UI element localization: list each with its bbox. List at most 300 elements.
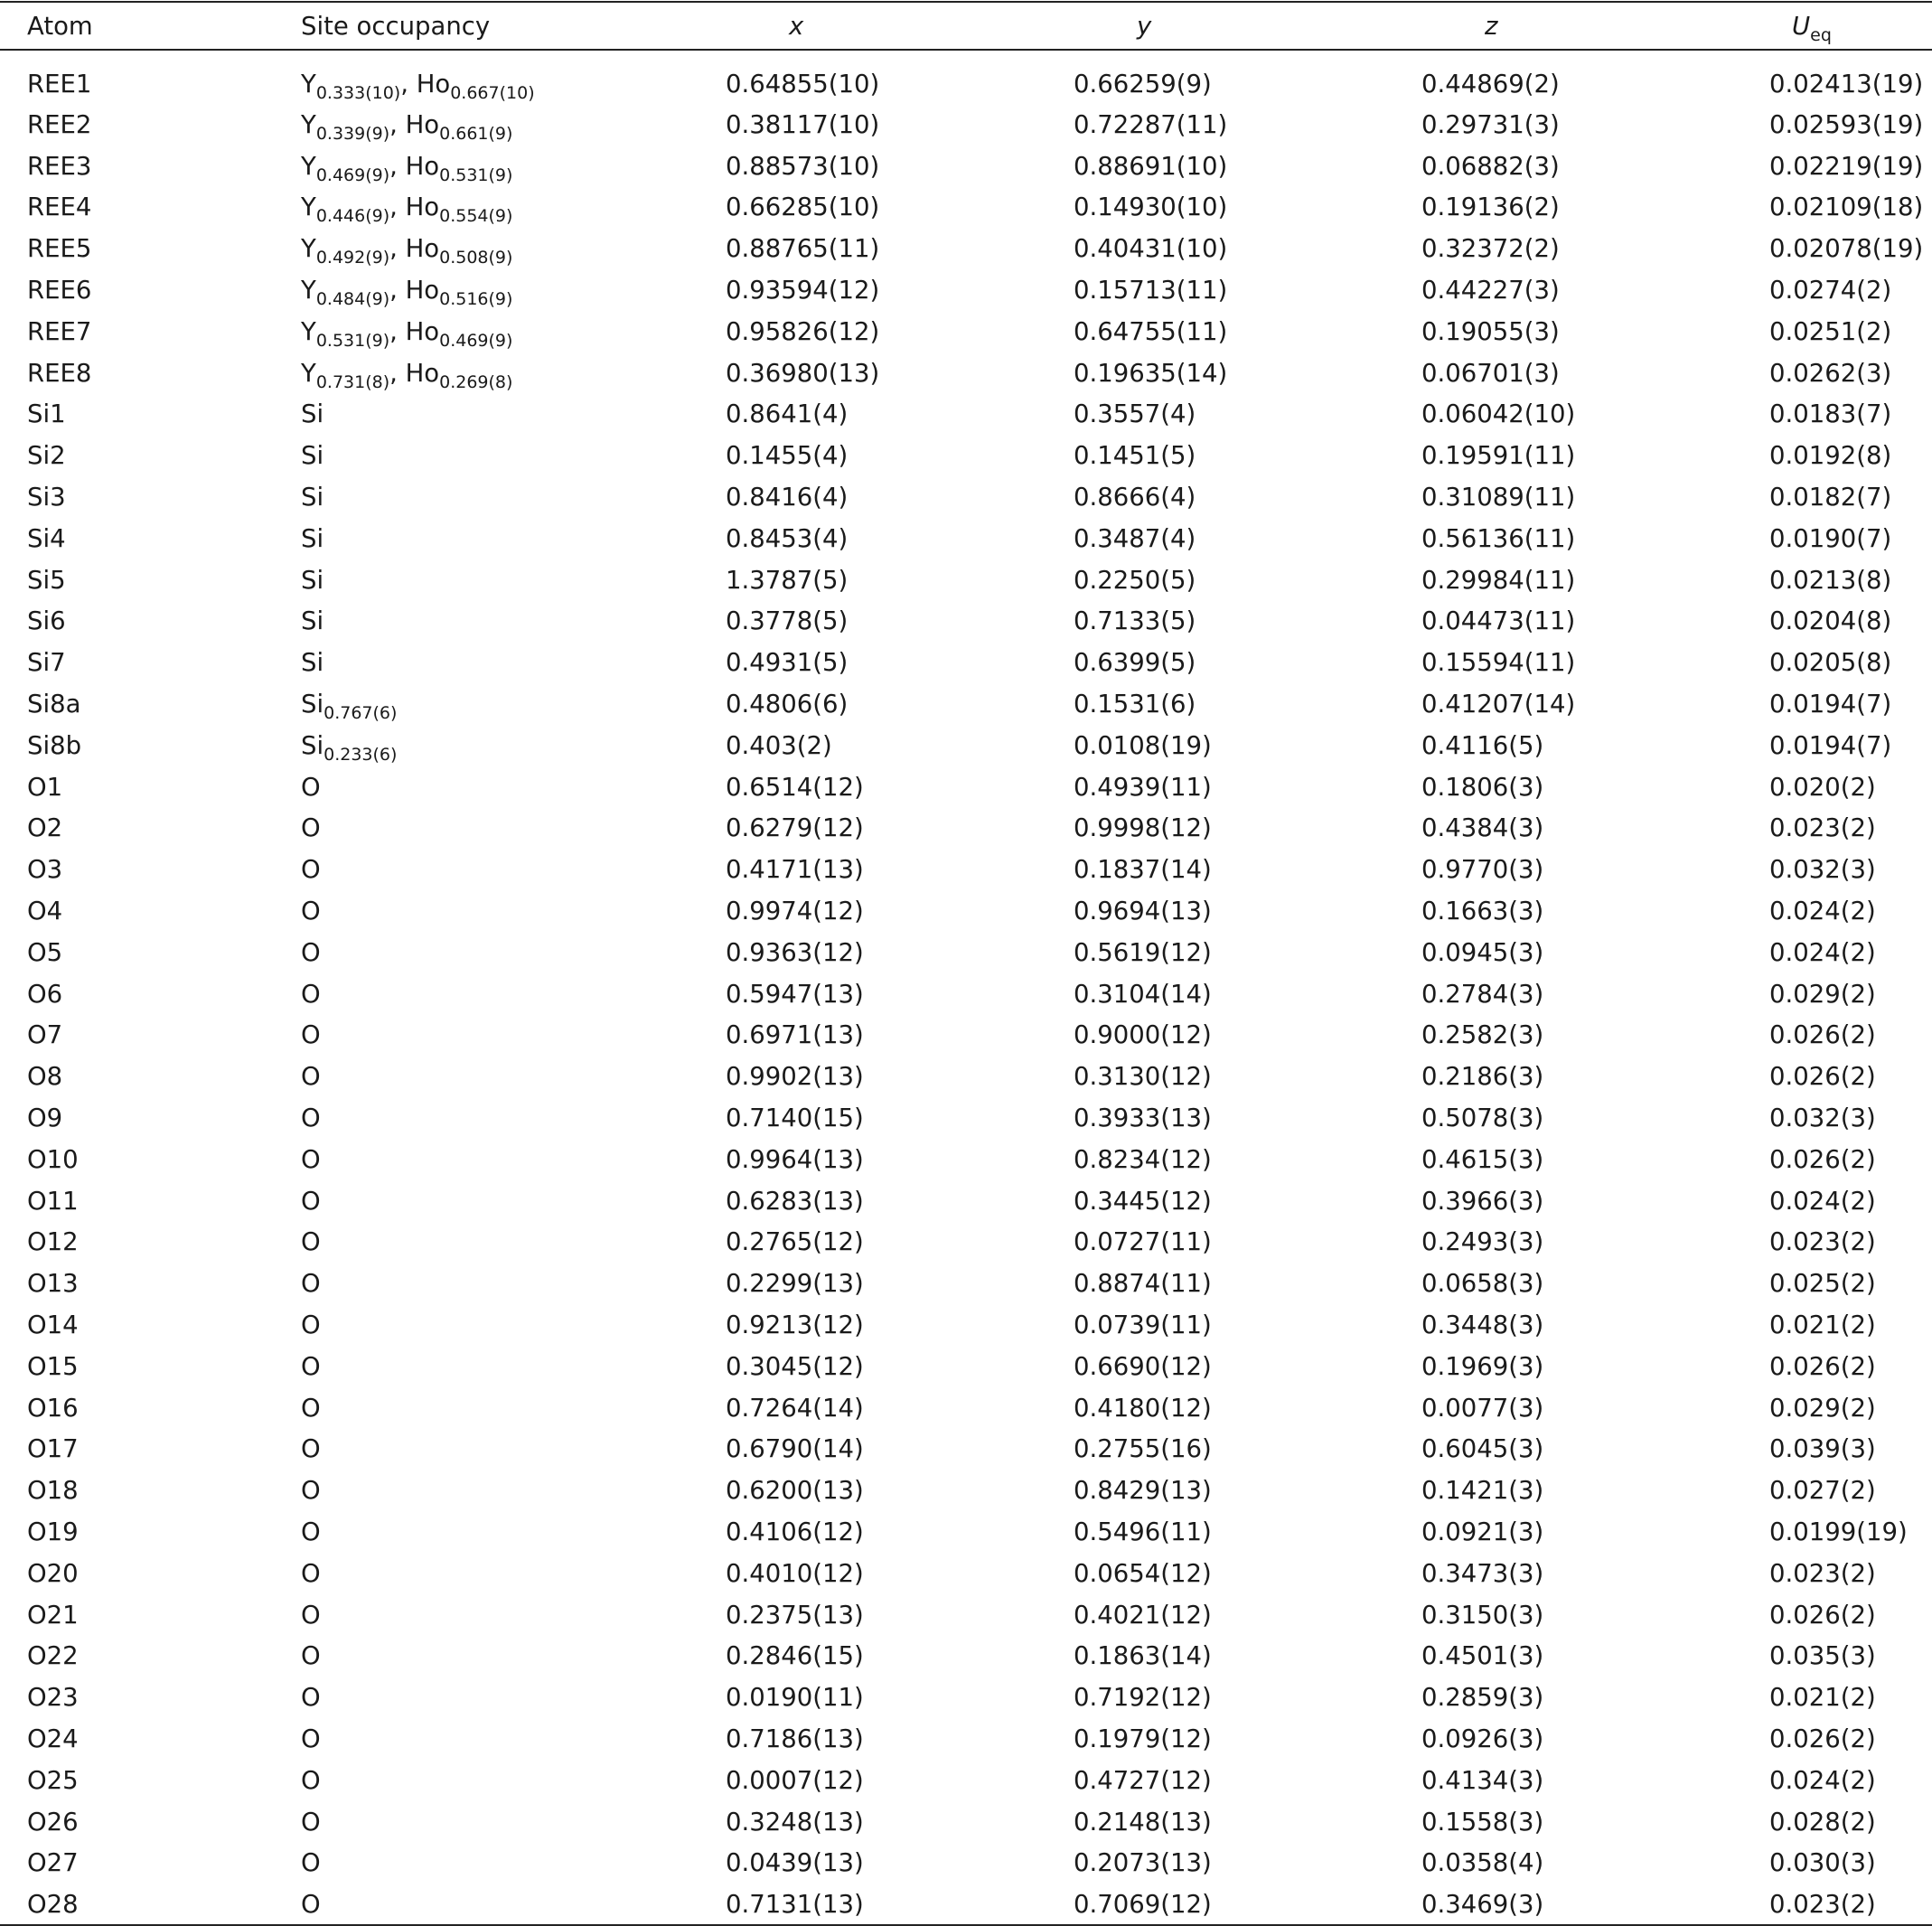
occupancy-fraction: 0.339(9) (315, 123, 390, 144)
atom-cell: O25 (27, 1765, 79, 1795)
y-coordinate-cell: 0.2148(13) (1074, 1807, 1212, 1837)
x-coordinate-cell: 0.0007(12) (726, 1765, 864, 1795)
occupancy-element: Si (301, 399, 324, 429)
occupancy-element: Ho (405, 151, 440, 181)
ueq-cell: 0.023(2) (1769, 1558, 1876, 1588)
ueq-cell: 0.029(2) (1769, 1393, 1876, 1423)
atom-cell: O3 (27, 855, 63, 885)
occupancy-element: Y (301, 276, 316, 305)
x-coordinate-cell: 0.66285(10) (726, 193, 880, 222)
z-coordinate-cell: 0.04473(11) (1421, 606, 1576, 636)
atom-cell: Si7 (27, 648, 66, 678)
occupancy-element: Y (301, 151, 316, 181)
x-coordinate-cell: 0.1455(4) (726, 441, 849, 471)
table-row (0, 394, 1932, 436)
occupancy-element: O (301, 772, 321, 802)
x-coordinate-cell: 0.403(2) (726, 730, 832, 760)
table-row (0, 973, 1932, 1015)
x-coordinate-cell: 0.2299(13) (726, 1269, 864, 1299)
table-row (0, 1139, 1932, 1180)
x-coordinate-cell: 0.93594(12) (726, 276, 880, 305)
table-row (0, 890, 1932, 932)
z-coordinate-cell: 0.2186(3) (1421, 1062, 1544, 1092)
occupancy-element: O (301, 1889, 321, 1919)
table-row (0, 1553, 1932, 1594)
header-ueq-subscript: eq (1810, 24, 1832, 45)
occupancy-element: O (301, 855, 321, 885)
table-header (0, 2, 1932, 50)
table-row (0, 1346, 1932, 1387)
ueq-cell: 0.032(3) (1769, 1104, 1876, 1133)
ueq-cell: 0.0205(8) (1769, 648, 1892, 678)
x-coordinate-cell: 0.64855(10) (726, 69, 880, 99)
y-coordinate-cell: 0.3445(12) (1074, 1186, 1212, 1216)
occupancy-element: O (301, 1351, 321, 1381)
table-row (0, 1387, 1932, 1429)
ueq-cell: 0.027(2) (1769, 1476, 1876, 1506)
z-coordinate-cell: 0.1663(3) (1421, 897, 1544, 926)
x-coordinate-cell: 0.6790(14) (726, 1434, 864, 1464)
ueq-cell: 0.023(2) (1769, 1884, 1932, 1925)
atom-cell: REE6 (27, 276, 92, 305)
occupancy-element: Si (301, 648, 324, 678)
y-coordinate-cell: 0.88691(10) (1074, 151, 1228, 181)
ueq-cell: 0.02078(19) (1769, 234, 1924, 264)
ueq-cell: 0.0251(2) (1769, 316, 1892, 346)
atom-cell: O20 (27, 1558, 79, 1588)
atom-cell: O5 (27, 937, 63, 967)
y-coordinate-cell: 0.72287(11) (1074, 109, 1228, 139)
atom-cell: O10 (27, 1144, 79, 1174)
table-row (0, 1677, 1932, 1718)
y-coordinate-cell: 0.3933(13) (1074, 1104, 1212, 1133)
z-coordinate-cell: 0.0921(3) (1421, 1517, 1544, 1546)
atom-cell: O13 (27, 1269, 79, 1299)
x-coordinate-cell: 0.38117(10) (726, 109, 880, 139)
occupancy-element: O (301, 979, 321, 1009)
occupancy-element: O (301, 813, 321, 843)
occupancy-element: Y (301, 234, 316, 264)
y-coordinate-cell: 0.6690(12) (1074, 1351, 1212, 1381)
site-occupancy-cell (301, 1718, 726, 1760)
y-coordinate-cell: 0.3557(4) (1074, 399, 1196, 429)
x-coordinate-cell: 0.2846(15) (726, 1641, 864, 1671)
occupancy-element: Si (301, 565, 324, 595)
y-coordinate-cell: 0.9000(12) (1074, 1020, 1212, 1050)
atom-cell: O14 (27, 1311, 79, 1339)
header-row (0, 2, 1932, 50)
site-occupancy-cell (301, 1760, 726, 1801)
atom-cell: REE7 (27, 316, 92, 346)
z-coordinate-cell: 0.2582(3) (1421, 1020, 1544, 1050)
z-coordinate-cell: 0.4615(3) (1421, 1144, 1544, 1174)
y-coordinate-cell: 0.3104(14) (1074, 979, 1212, 1009)
occupancy-element: O (301, 1434, 321, 1464)
site-occupancy-cell (301, 352, 726, 394)
z-coordinate-cell: 0.9770(3) (1421, 855, 1544, 885)
atom-cell: Si8a (27, 690, 81, 719)
table-row (0, 311, 1932, 352)
atom-cell: O28 (0, 1884, 301, 1925)
z-coordinate-cell: 0.0658(3) (1421, 1269, 1544, 1299)
ueq-cell: 0.0192(8) (1769, 441, 1892, 471)
x-coordinate-cell: 0.88573(10) (726, 151, 880, 181)
table-row (0, 1760, 1932, 1801)
y-coordinate-cell: 0.5619(12) (1074, 937, 1212, 967)
occupancy-element: O (301, 1020, 321, 1050)
x-coordinate-cell: 1.3787(5) (726, 565, 849, 595)
table-row (0, 849, 1932, 890)
site-occupancy-cell (301, 394, 726, 436)
site-occupancy-cell (301, 890, 726, 932)
ueq-cell: 0.0204(8) (1769, 606, 1892, 636)
z-coordinate-cell: 0.6045(3) (1421, 1434, 1544, 1464)
occupancy-fraction: 0.531(9) (315, 330, 390, 351)
occupancy-element: Y (301, 358, 316, 388)
atom-cell: O27 (27, 1848, 79, 1878)
occupancy-fraction: 0.333(10) (315, 82, 401, 103)
site-occupancy-cell (301, 146, 726, 187)
site-occupancy-cell (301, 1263, 726, 1304)
table-row (0, 601, 1932, 643)
ueq-cell: 0.0213(8) (1769, 565, 1892, 595)
occupancy-fraction: 0.667(10) (450, 82, 535, 103)
y-coordinate-cell: 0.40431(10) (1074, 234, 1228, 264)
ueq-cell: 0.0182(7) (1769, 483, 1892, 512)
ueq-cell: 0.026(2) (1769, 1062, 1876, 1092)
site-occupancy-cell (301, 766, 726, 808)
site-occupancy-cell (301, 311, 726, 352)
table-row (0, 766, 1932, 808)
atom-cell: Si2 (27, 441, 66, 471)
y-coordinate-cell: 0.0739(11) (1074, 1311, 1212, 1339)
z-coordinate-cell: 0.06701(3) (1421, 358, 1560, 388)
z-coordinate-cell: 0.4134(3) (1421, 1765, 1544, 1795)
x-coordinate-cell: 0.7131(13) (726, 1884, 1074, 1925)
x-coordinate-cell: 0.8453(4) (726, 523, 849, 553)
occupancy-element: Y (301, 69, 316, 99)
ueq-cell: 0.023(2) (1769, 813, 1876, 843)
y-coordinate-cell: 0.4727(12) (1074, 1765, 1212, 1795)
z-coordinate-cell: 0.19055(3) (1421, 316, 1560, 346)
z-coordinate-cell: 0.3150(3) (1421, 1600, 1544, 1630)
header-y: y (1074, 2, 1421, 50)
y-coordinate-cell: 0.19635(14) (1074, 358, 1228, 388)
atomic-coordinates-table (0, 1, 1932, 1926)
occupancy-separator: , (389, 151, 406, 181)
occupancy-element: Ho (416, 69, 451, 99)
atom-cell: REE8 (27, 358, 92, 388)
x-coordinate-cell: 0.2375(13) (726, 1600, 864, 1630)
ueq-cell: 0.0262(3) (1769, 358, 1892, 388)
occupancy-separator: , (389, 358, 406, 388)
y-coordinate-cell: 0.7133(5) (1074, 606, 1196, 636)
occupancy-element: O (301, 1227, 321, 1257)
ueq-cell: 0.024(2) (1769, 937, 1876, 967)
x-coordinate-cell: 0.9902(13) (726, 1062, 864, 1092)
occupancy-element: O (301, 1311, 321, 1339)
x-coordinate-cell: 0.9363(12) (726, 937, 864, 967)
occupancy-fraction: 0.508(9) (439, 248, 513, 268)
y-coordinate-cell: 0.0727(11) (1074, 1227, 1212, 1257)
site-occupancy-cell (301, 808, 726, 850)
x-coordinate-cell: 0.6279(12) (726, 813, 864, 843)
atom-cell: O26 (27, 1807, 79, 1837)
occupancy-fraction: 0.469(9) (439, 330, 513, 351)
atom-cell: O15 (27, 1351, 79, 1381)
y-coordinate-cell: 0.2755(16) (1074, 1434, 1212, 1464)
z-coordinate-cell: 0.29731(3) (1421, 109, 1560, 139)
y-coordinate-cell: 0.1531(6) (1074, 690, 1196, 719)
occupancy-fraction: 0.531(9) (439, 164, 513, 185)
ueq-cell: 0.035(3) (1769, 1641, 1876, 1671)
x-coordinate-cell: 0.8641(4) (726, 399, 849, 429)
occupancy-element: Y (301, 193, 316, 222)
table-row (0, 1180, 1932, 1222)
site-occupancy-cell (301, 932, 726, 973)
z-coordinate-cell: 0.15594(11) (1421, 648, 1576, 678)
site-occupancy-cell (301, 725, 726, 766)
occupancy-element: Ho (405, 316, 440, 346)
z-coordinate-cell: 0.41207(14) (1421, 690, 1576, 719)
table-row (0, 725, 1932, 766)
site-occupancy-cell (301, 1470, 726, 1511)
site-occupancy-cell (301, 1097, 726, 1139)
x-coordinate-cell: 0.3248(13) (726, 1807, 864, 1837)
occupancy-element: O (301, 1062, 321, 1092)
ueq-cell: 0.0274(2) (1769, 276, 1892, 305)
occupancy-element: Y (301, 316, 316, 346)
z-coordinate-cell: 0.31089(11) (1421, 483, 1576, 512)
ueq-cell: 0.032(3) (1769, 855, 1876, 885)
atom-cell: REE4 (27, 193, 92, 222)
x-coordinate-cell: 0.7186(13) (726, 1724, 864, 1753)
atom-cell: REE5 (27, 234, 92, 264)
z-coordinate-cell: 0.44869(2) (1421, 69, 1560, 99)
site-occupancy-cell (301, 187, 726, 229)
table-row (0, 1718, 1932, 1760)
z-coordinate-cell: 0.3469(3) (1421, 1884, 1769, 1925)
ueq-cell: 0.021(2) (1769, 1683, 1876, 1713)
occupancy-element: O (301, 1393, 321, 1423)
y-coordinate-cell: 0.1451(5) (1074, 441, 1196, 471)
site-occupancy-cell (301, 1553, 726, 1594)
table-row (0, 642, 1932, 683)
occupancy-separator: , (400, 69, 417, 99)
site-occupancy-cell (301, 1346, 726, 1387)
z-coordinate-cell: 0.2784(3) (1421, 979, 1544, 1009)
z-coordinate-cell: 0.1421(3) (1421, 1476, 1544, 1506)
site-occupancy-cell (301, 476, 726, 518)
x-coordinate-cell: 0.4010(12) (726, 1558, 864, 1588)
x-coordinate-cell: 0.3778(5) (726, 606, 849, 636)
y-coordinate-cell: 0.9694(13) (1074, 897, 1212, 926)
y-coordinate-cell: 0.2250(5) (1074, 565, 1196, 595)
occupancy-fraction: 0.516(9) (439, 289, 513, 310)
y-coordinate-cell: 0.4180(12) (1074, 1393, 1212, 1423)
table-row (0, 683, 1932, 725)
occupancy-element: Si (301, 690, 324, 719)
y-coordinate-cell: 0.15713(11) (1074, 276, 1228, 305)
atom-cell: O12 (27, 1227, 79, 1257)
table-row (0, 1222, 1932, 1264)
occupancy-element: O (301, 897, 321, 926)
site-occupancy-cell (301, 50, 726, 104)
site-occupancy-cell (301, 1884, 726, 1925)
z-coordinate-cell: 0.19591(11) (1421, 441, 1576, 471)
table-row (0, 104, 1932, 146)
ueq-cell: 0.020(2) (1769, 772, 1876, 802)
site-occupancy-cell (301, 1594, 726, 1636)
table-row (0, 1842, 1932, 1884)
occupancy-element: Si (301, 523, 324, 553)
site-occupancy-cell (301, 1511, 726, 1553)
ueq-cell: 0.021(2) (1769, 1311, 1876, 1339)
y-coordinate-cell: 0.1863(14) (1074, 1641, 1212, 1671)
header-x: x (726, 2, 1074, 50)
atom-cell: REE1 (27, 69, 92, 99)
ueq-cell: 0.029(2) (1769, 979, 1876, 1009)
occupancy-element: O (301, 1476, 321, 1506)
atom-cell: O2 (27, 813, 63, 843)
occupancy-element: O (301, 1186, 321, 1216)
header-ueq (1769, 2, 1932, 50)
y-coordinate-cell: 0.3130(12) (1074, 1062, 1212, 1092)
x-coordinate-cell: 0.0190(11) (726, 1683, 864, 1713)
ueq-cell: 0.02413(19) (1769, 69, 1924, 99)
ueq-cell: 0.0183(7) (1769, 399, 1892, 429)
x-coordinate-cell: 0.6200(13) (726, 1476, 864, 1506)
x-coordinate-cell: 0.6971(13) (726, 1020, 864, 1050)
atom-cell: Si1 (27, 399, 66, 429)
ueq-cell: 0.02593(19) (1769, 109, 1924, 139)
atom-cell: Si5 (27, 565, 66, 595)
y-coordinate-cell: 0.0654(12) (1074, 1558, 1212, 1588)
x-coordinate-cell: 0.7140(15) (726, 1104, 864, 1133)
site-occupancy-cell (301, 973, 726, 1015)
z-coordinate-cell: 0.0077(3) (1421, 1393, 1544, 1423)
site-occupancy-cell (301, 104, 726, 146)
occupancy-separator: , (389, 193, 406, 222)
ueq-cell: 0.026(2) (1769, 1020, 1876, 1050)
site-occupancy-cell (301, 1056, 726, 1097)
atom-cell: REE3 (27, 151, 92, 181)
z-coordinate-cell: 0.0945(3) (1421, 937, 1544, 967)
ueq-cell: 0.0190(7) (1769, 523, 1892, 553)
table-row (0, 228, 1932, 269)
ueq-cell: 0.025(2) (1769, 1269, 1876, 1299)
atom-cell: Si6 (27, 606, 66, 636)
site-occupancy-cell (301, 1222, 726, 1264)
atom-cell: O18 (27, 1476, 79, 1506)
y-coordinate-cell: 0.9998(12) (1074, 813, 1212, 843)
atom-cell: O17 (27, 1434, 79, 1464)
site-occupancy-cell (301, 601, 726, 643)
y-coordinate-cell: 0.1837(14) (1074, 855, 1212, 885)
ueq-cell: 0.026(2) (1769, 1600, 1876, 1630)
table-row (0, 1097, 1932, 1139)
y-coordinate-cell: 0.8874(11) (1074, 1269, 1212, 1299)
atom-cell: O22 (27, 1641, 79, 1671)
x-coordinate-cell: 0.36980(13) (726, 358, 880, 388)
table-row (0, 352, 1932, 394)
occupancy-fraction: 0.446(9) (315, 206, 390, 227)
y-coordinate-cell: 0.6399(5) (1074, 648, 1196, 678)
occupancy-fraction: 0.269(8) (439, 371, 513, 392)
occupancy-element: O (301, 1517, 321, 1546)
site-occupancy-cell (301, 642, 726, 683)
z-coordinate-cell: 0.3473(3) (1421, 1558, 1544, 1588)
occupancy-element: Ho (405, 109, 440, 139)
x-coordinate-cell: 0.8416(4) (726, 483, 849, 512)
table-row (0, 476, 1932, 518)
x-coordinate-cell: 0.4171(13) (726, 855, 864, 885)
y-coordinate-cell: 0.8666(4) (1074, 483, 1196, 512)
atom-cell: Si8b (27, 730, 82, 760)
ueq-cell: 0.02109(18) (1769, 193, 1924, 222)
z-coordinate-cell: 0.06042(10) (1421, 399, 1576, 429)
y-coordinate-cell: 0.5496(11) (1074, 1517, 1212, 1546)
header-atom: Atom (0, 2, 301, 50)
occupancy-element: O (301, 1683, 321, 1713)
atom-cell: O19 (27, 1517, 79, 1546)
occupancy-fraction: 0.731(8) (315, 371, 390, 392)
z-coordinate-cell: 0.44227(3) (1421, 276, 1560, 305)
ueq-cell: 0.024(2) (1769, 1765, 1876, 1795)
header-site-occupancy: Site occupancy (301, 2, 726, 50)
ueq-cell: 0.0194(7) (1769, 690, 1892, 719)
occupancy-element: Y (301, 109, 316, 139)
z-coordinate-cell: 0.1969(3) (1421, 1351, 1544, 1381)
x-coordinate-cell: 0.2765(12) (726, 1227, 864, 1257)
occupancy-separator: , (389, 234, 406, 264)
occupancy-element: O (301, 1641, 321, 1671)
table-row (0, 1884, 1932, 1925)
x-coordinate-cell: 0.3045(12) (726, 1351, 864, 1381)
y-coordinate-cell: 0.7192(12) (1074, 1683, 1212, 1713)
atom-cell: REE2 (27, 109, 92, 139)
z-coordinate-cell: 0.1558(3) (1421, 1807, 1544, 1837)
table-row (0, 50, 1932, 104)
z-coordinate-cell: 0.56136(11) (1421, 523, 1576, 553)
table-row (0, 1429, 1932, 1470)
ueq-cell: 0.024(2) (1769, 897, 1876, 926)
z-coordinate-cell: 0.4501(3) (1421, 1641, 1544, 1671)
table-row (0, 1470, 1932, 1511)
ueq-cell: 0.026(2) (1769, 1351, 1876, 1381)
occupancy-element: Ho (405, 234, 440, 264)
y-coordinate-cell: 0.0108(19) (1074, 730, 1212, 760)
y-coordinate-cell: 0.66259(9) (1074, 69, 1212, 99)
header-z: z (1421, 2, 1769, 50)
occupancy-element: Ho (405, 276, 440, 305)
atom-cell: O9 (27, 1104, 63, 1133)
occupancy-element: O (301, 1144, 321, 1174)
z-coordinate-cell: 0.4116(5) (1421, 730, 1544, 760)
z-coordinate-cell: 0.2493(3) (1421, 1227, 1544, 1257)
x-coordinate-cell: 0.6283(13) (726, 1186, 864, 1216)
y-coordinate-cell: 0.4939(11) (1074, 772, 1212, 802)
occupancy-element: Si (301, 606, 324, 636)
atom-cell: O11 (27, 1186, 79, 1216)
site-occupancy-cell (301, 1429, 726, 1470)
z-coordinate-cell: 0.4384(3) (1421, 813, 1544, 843)
atom-cell: O6 (27, 979, 63, 1009)
y-coordinate-cell: 0.1979(12) (1074, 1724, 1212, 1753)
z-coordinate-cell: 0.32372(2) (1421, 234, 1560, 264)
table-row (0, 1056, 1932, 1097)
table-row (0, 1635, 1932, 1677)
